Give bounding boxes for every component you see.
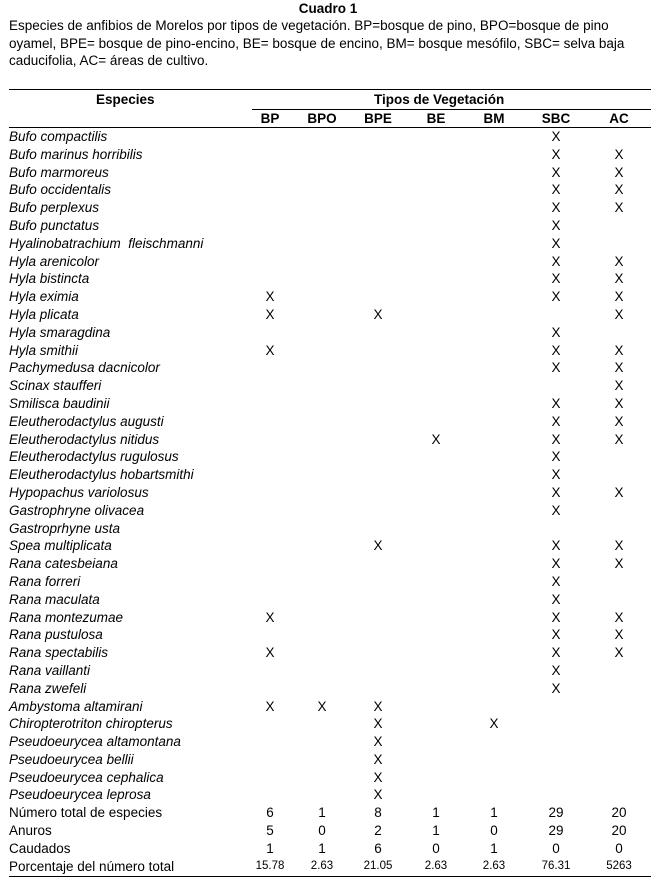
cell-sbc: X [551, 164, 561, 180]
table-row [0, 324, 656, 342]
column-header-bpe: BPE [364, 111, 392, 126]
table-top-rule [9, 89, 651, 90]
species-name: Chiropterotriton chiropterus [9, 716, 173, 732]
cell-ac: X [614, 200, 624, 216]
cell-sbc: X [551, 538, 561, 554]
table-row [0, 146, 656, 164]
species-name: Bufo compactilis [9, 129, 108, 144]
cell-bpe: X [373, 716, 383, 732]
cell-bpo: X [317, 698, 327, 714]
column-header-bp: BP [260, 111, 280, 126]
cell-bpe: X [373, 538, 383, 554]
cell-ac: 0 [615, 840, 623, 856]
cell-sbc: X [551, 395, 561, 411]
cell-bp: X [265, 609, 275, 625]
column-header-ac: AC [609, 111, 629, 126]
cell-bm: 1 [490, 805, 498, 821]
species-name: Eleutherodactylus augusti [9, 413, 164, 429]
table-body [0, 128, 656, 875]
species-name: Bufo marinus horribilis [9, 146, 143, 162]
cell-sbc: X [551, 182, 561, 198]
species-name: Rana catesbeiana [9, 556, 118, 572]
cell-ac: X [614, 413, 624, 429]
species-name: Hyla smaragdina [9, 324, 111, 340]
cell-sbc: X [551, 129, 561, 144]
cell-bpe: X [373, 734, 383, 750]
table-row [0, 413, 656, 431]
table-row [0, 288, 656, 306]
cell-sbc: X [551, 324, 561, 340]
cell-sbc: X [551, 413, 561, 429]
species-name: Rana zwefeli [9, 680, 87, 696]
cell-bp: 15.78 [255, 859, 285, 872]
cell-bm: 2.63 [482, 859, 506, 872]
species-name: Hypopachus variolosus [9, 484, 149, 500]
cell-sbc: X [551, 431, 561, 447]
cell-ac: X [614, 378, 624, 394]
cell-sbc: X [551, 680, 561, 696]
species-name: Pseudoeurycea bellii [9, 751, 134, 767]
table-row [0, 662, 656, 680]
cell-sbc: X [551, 573, 561, 589]
species-name: Rana maculata [9, 591, 100, 607]
cell-bpo: 0 [318, 823, 326, 839]
cell-ac: X [614, 306, 624, 322]
cell-sbc: X [551, 235, 561, 251]
cell-sbc: X [551, 289, 561, 305]
cell-bpo: 1 [318, 805, 326, 821]
species-name: Pseudoeurycea leprosa [9, 787, 151, 803]
table-row [0, 306, 656, 324]
cell-ac: X [614, 645, 624, 661]
table-bottom-rule [9, 876, 651, 877]
column-header-be: BE [426, 111, 446, 126]
cell-sbc: X [551, 502, 561, 518]
table-row [0, 609, 656, 627]
table-row [0, 342, 656, 360]
cell-bp: X [265, 306, 275, 322]
species-name: Gastroprhyne usta [9, 520, 121, 536]
cell-be: 2.63 [424, 859, 448, 872]
cell-sbc: X [551, 627, 561, 643]
table-row [0, 466, 656, 484]
cell-ac: X [614, 609, 624, 625]
table-row [0, 591, 656, 609]
table-row [0, 448, 656, 466]
species-name: Eleutherodactylus nitidus [9, 431, 160, 447]
table-row [0, 751, 656, 769]
species-name: Smilisca baudinii [9, 395, 110, 411]
cell-bp: 6 [266, 805, 274, 821]
cell-sbc: X [551, 609, 561, 625]
cell-ac: 20 [611, 805, 627, 821]
species-name: Hyla plicata [9, 306, 79, 322]
table-row [0, 715, 656, 733]
cell-ac: X [614, 289, 624, 305]
cell-sbc: X [551, 467, 561, 483]
cell-bm: X [489, 716, 499, 732]
cell-ac: X [614, 484, 624, 500]
cell-bpo: 1 [318, 840, 326, 856]
vegetation-group-header: Tipos de Vegetación [374, 92, 505, 107]
table-row [0, 359, 656, 377]
cell-sbc: X [551, 645, 561, 661]
species-name: Rana forreri [9, 573, 81, 589]
table-row [0, 555, 656, 573]
cell-bp: X [265, 289, 275, 305]
species-name: Pseudoeurycea cephalica [9, 769, 164, 785]
cell-bm: 1 [490, 840, 498, 856]
cell-sbc: X [551, 360, 561, 376]
species-name: Bufo occidentalis [9, 182, 112, 198]
table-row [0, 253, 656, 271]
species-name: Gastrophryne olivacea [9, 502, 145, 518]
cell-bpe: 8 [374, 805, 382, 821]
species-name: Hyla bistincta [9, 271, 90, 287]
cell-be: 1 [432, 823, 440, 839]
table-row [0, 537, 656, 555]
species-name: Eleutherodactylus rugulosus [9, 449, 179, 465]
column-header-bm: BM [483, 111, 505, 126]
column-header-sbc: SBC [541, 111, 571, 126]
species-name: Rana pustulosa [9, 627, 103, 643]
species-name: Bufo marmoreus [9, 164, 109, 180]
species-name: Hyla arenicolor [9, 253, 100, 269]
table-row [0, 181, 656, 199]
totals-row [0, 840, 656, 858]
row-label: Caudados [9, 840, 71, 856]
table-row [0, 217, 656, 235]
cell-sbc: X [551, 449, 561, 465]
table-row [0, 698, 656, 716]
vegetation-header-rule [252, 109, 651, 110]
cell-ac: 20 [611, 823, 627, 839]
totals-row [0, 804, 656, 822]
cell-ac: X [614, 556, 624, 572]
table-title: Cuadro 1 [298, 1, 358, 16]
cell-ac: X [614, 146, 624, 162]
cell-ac: X [614, 431, 624, 447]
table-row [0, 644, 656, 662]
species-name: Rana spectabilis [9, 645, 109, 661]
table-row [0, 680, 656, 698]
cell-be: X [431, 431, 441, 447]
cell-sbc: X [551, 556, 561, 572]
cell-ac: X [614, 360, 624, 376]
species-name: Rana vaillanti [9, 662, 91, 678]
cell-sbc: X [551, 200, 561, 216]
species-name: Eleutherodactylus hobartsmithi [9, 467, 194, 483]
totals-row [0, 858, 656, 876]
row-label: Anuros [9, 823, 52, 839]
cell-sbc: X [551, 342, 561, 358]
table-row [0, 431, 656, 449]
species-name: Hyalinobatrachium fleischmanni [9, 235, 204, 251]
cell-bpe: 21.05 [363, 859, 393, 872]
cell-bpe: X [373, 306, 383, 322]
cell-ac: 5263 [606, 859, 632, 872]
cell-sbc: X [551, 146, 561, 162]
cell-bpe: 2 [374, 823, 382, 839]
cell-sbc: X [551, 484, 561, 500]
cell-ac: X [614, 395, 624, 411]
table-row [0, 626, 656, 644]
cell-ac: X [614, 253, 624, 269]
species-name: Hyla smithii [9, 342, 79, 358]
row-label: Porcentaje del número total [9, 858, 175, 874]
species-name: Pseudoeurycea altamontana [9, 734, 181, 750]
cell-ac: X [614, 627, 624, 643]
table-row [0, 520, 656, 538]
cell-bp: X [265, 645, 275, 661]
table-caption: Especies de anfibios de Morelos por tipos de vegetación. BP=bosque de pino, BPO=bosque de pino oyamel, BPE= bosque de pino-encino, BE= bosque de encino, BM= bosque mesófilo, SBC= selva baja caducifolia, AC= áreas de cultivo. [9, 18, 625, 68]
table-row [0, 128, 656, 146]
cell-bpe: X [373, 751, 383, 767]
table-row [0, 164, 656, 182]
cell-bpe: X [373, 698, 383, 714]
cell-ac: X [614, 342, 624, 358]
cell-sbc: 29 [548, 823, 564, 839]
cell-ac: X [614, 182, 624, 198]
cell-bm: 0 [490, 823, 498, 839]
column-header-bpo: BPO [307, 111, 337, 126]
cell-sbc: X [551, 217, 561, 233]
species-name: Spea multiplicata [9, 538, 112, 554]
cell-sbc: X [551, 253, 561, 269]
species-column-header: Especies [96, 92, 155, 107]
table-row [0, 484, 656, 502]
table-row [0, 573, 656, 591]
cell-bp: X [265, 698, 275, 714]
row-label: Número total de especies [9, 805, 163, 821]
species-name: Bufo punctatus [9, 217, 100, 233]
cell-sbc: X [551, 591, 561, 607]
cell-ac: X [614, 164, 624, 180]
cell-bpe: 6 [374, 840, 382, 856]
cell-bp: 1 [266, 840, 274, 856]
cell-bpe: X [373, 769, 383, 785]
cell-bpe: X [373, 787, 383, 803]
table-row [0, 769, 656, 787]
cell-bp: X [265, 342, 275, 358]
cell-be: 0 [432, 840, 440, 856]
cell-sbc: X [551, 271, 561, 287]
species-name: Rana montezumae [9, 609, 124, 625]
cell-sbc: 29 [548, 805, 564, 821]
cell-sbc: 0 [552, 840, 560, 856]
cell-be: 1 [432, 805, 440, 821]
species-name: Hyla eximia [9, 289, 79, 305]
cell-ac: X [614, 538, 624, 554]
species-name: Pachymedusa dacnicolor [9, 360, 160, 376]
table-row [0, 270, 656, 288]
table-row [0, 377, 656, 395]
cell-ac: X [614, 271, 624, 287]
table-row [0, 786, 656, 804]
cell-bpo: 2.63 [310, 859, 334, 872]
species-name: Scinax staufferi [9, 378, 102, 394]
species-name: Ambystoma altamirani [9, 698, 143, 714]
table-row [0, 733, 656, 751]
table-row [0, 199, 656, 217]
totals-row [0, 822, 656, 840]
species-name: Bufo perplexus [9, 200, 100, 216]
cell-sbc: 76.31 [541, 859, 571, 872]
cell-sbc: X [551, 662, 561, 678]
table-row [0, 235, 656, 253]
table-row [0, 502, 656, 520]
cell-bp: 5 [266, 823, 274, 839]
table-row [0, 395, 656, 413]
